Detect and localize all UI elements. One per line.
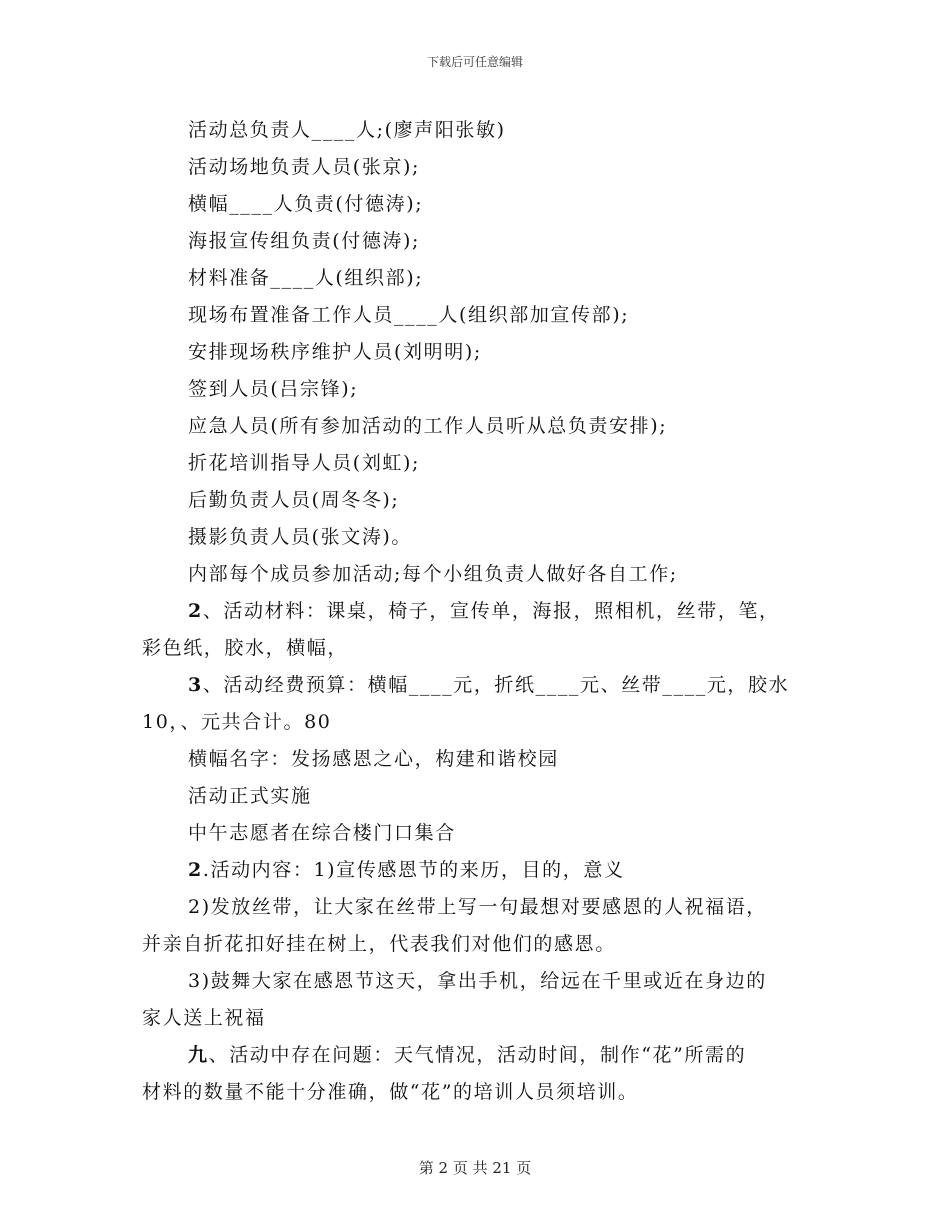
text-line: 后勤负责人员(周冬冬); (188, 489, 400, 511)
text-line: 活动正式实施 (188, 785, 312, 807)
text-line: 现场布置准备工作人员____人(组织部加宣传部); (188, 304, 630, 326)
content-paragraph (142, 852, 812, 889)
text-line: 横幅____人负责(付德涛); (188, 193, 424, 215)
issues-text: 、活动中存在问题：天气情况，活动时间，制作“花”所需的 (208, 1044, 747, 1066)
text-line: 活动总负责人____人;(廖声阳张敏) (188, 119, 506, 141)
page-header: 下载后可任意编辑 (426, 55, 523, 69)
text-line: 活动场地负责人员(张京); (188, 156, 421, 178)
section-number: 3 (188, 674, 203, 696)
materials-text: 、活动材料：课桌，椅子，宣传单，海报，照相机，丝带，笔， (202, 600, 780, 622)
text-line: 材料准备____人(组织部); (188, 267, 424, 289)
item-3-paragraph: 3)鼓舞大家在感恩节这天，拿出手机，给远在千里或近在身边的 (188, 970, 767, 992)
text-line: 海报宣传组负责(付德涛); (188, 230, 421, 252)
budget-continuation: 10，、元共合计。80 (142, 711, 332, 733)
text-line: 中午志愿者在综合楼门口集合 (188, 822, 456, 844)
item-2-continuation: 并亲自折花扣好挂在树上，代表我们对他们的感恩。 (142, 933, 616, 955)
materials-continuation: 彩色纸，胶水，横幅， (142, 637, 349, 659)
text-line: 应急人员(所有参加活动的工作人员听从总负责安排); (188, 415, 668, 437)
issues-continuation: 材料的数量不能十分准确，做“花”的培训人员须培训。 (142, 1081, 639, 1103)
content-text: .活动内容：1)宣传感恩节的来历，目的，意义 (202, 859, 625, 881)
text-line: 签到人员(吕宗锋); (188, 378, 359, 400)
page-footer: 第 2 页 共 21 页 (418, 1159, 532, 1177)
budget-paragraph (142, 667, 812, 704)
text-line: 安排现场秩序维护人员(刘明明); (188, 341, 482, 363)
text-line: 横幅名字：发扬感恩之心，构建和谐校园 (188, 748, 559, 770)
budget-text: 、活动经费预算：横幅____元，折纸____元、丝带____元，胶水 (202, 674, 790, 696)
materials-paragraph (142, 593, 812, 630)
section-number: 2 (188, 600, 203, 622)
section-number: 2 (188, 859, 203, 881)
text-line: 折花培训指导人员(刘虹); (188, 452, 421, 474)
item-3-continuation: 家人送上祝福 (142, 1007, 266, 1029)
text-line: 摄影负责人员(张文涛)。 (188, 526, 413, 548)
document-body (142, 112, 812, 1111)
item-2-paragraph: 2)发放丝带，让大家在丝带上写一句最想对要感恩的人祝福语， (188, 896, 767, 918)
text-line: 内部每个成员参加活动;每个小组负责人做好各自工作; (188, 563, 678, 585)
section-number: 九 (188, 1044, 209, 1066)
issues-paragraph (142, 1037, 812, 1074)
